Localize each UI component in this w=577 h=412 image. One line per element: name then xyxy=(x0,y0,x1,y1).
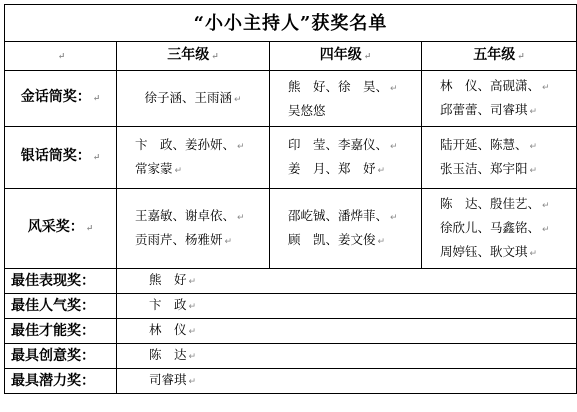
silver-grade-3-line-1 xyxy=(135,134,269,158)
paragraph-mark-icon: ↵ xyxy=(377,165,386,176)
paragraph-mark-icon: ↵ xyxy=(188,277,197,287)
single-award-label-text: 最佳才能奖： xyxy=(11,322,95,339)
single-award-label xyxy=(5,344,117,369)
name-text: 常家蒙 xyxy=(135,160,173,176)
style-award-text: 风采奖： xyxy=(27,219,84,235)
paragraph-mark-icon: ↵ xyxy=(377,236,386,247)
single-award-winner xyxy=(117,369,577,394)
name-text: 周婷钰、耿文琪 xyxy=(440,243,528,259)
header-grade-5-label: 五年级 xyxy=(473,46,516,63)
header-grade-3-label: 三年级 xyxy=(167,46,210,63)
paragraph-mark-icon: ↵ xyxy=(92,94,101,104)
style-grade-4-line-2 xyxy=(288,229,421,253)
paragraph-mark-icon: ↵ xyxy=(188,327,197,337)
silver-award-text: 银话筒奖： xyxy=(20,148,91,164)
gold-grade-5 xyxy=(422,71,577,127)
gold-grade-4-line-2 xyxy=(288,100,421,121)
header-grade-4 xyxy=(270,42,422,71)
paragraph-mark-icon: ↵ xyxy=(188,302,197,312)
single-award-label-text: 最佳人气奖： xyxy=(11,297,95,314)
paragraph-mark-icon: ↵ xyxy=(237,141,245,152)
silver-row xyxy=(5,127,577,189)
gold-row xyxy=(5,71,577,127)
name-text: 陆开延、陈慧、 xyxy=(440,136,528,152)
single-award-label xyxy=(5,269,117,294)
name-text: 吴悠悠 xyxy=(288,103,326,118)
paragraph-mark-icon: ↵ xyxy=(92,153,101,163)
single-award-row xyxy=(5,319,577,344)
single-award-label-text: 最具创意奖： xyxy=(11,347,95,364)
paragraph-mark-icon: ↵ xyxy=(529,141,538,152)
silver-grade-5-line-1 xyxy=(440,134,576,158)
style-grade-3 xyxy=(117,189,270,269)
header-corner xyxy=(5,42,117,71)
single-award-winner xyxy=(117,269,577,294)
header-grade-5 xyxy=(422,42,577,71)
award-table xyxy=(4,4,577,394)
single-award-winner-text: 司睿琪 xyxy=(149,372,187,387)
single-award-winner-text: 卞 政 xyxy=(149,297,187,312)
paragraph-mark-icon: ↵ xyxy=(529,248,538,259)
gold-award-label xyxy=(5,71,117,127)
single-award-row xyxy=(5,269,577,294)
style-grade-4 xyxy=(270,189,422,269)
name-text: 林 仪、高砚潇、 xyxy=(440,77,541,93)
silver-grade-5 xyxy=(422,127,577,189)
name-text: 卞 政、姜孙妍、 xyxy=(135,136,236,152)
name-text: 邵屹铖、潘烨菲、 xyxy=(288,207,389,223)
single-award-winner xyxy=(117,344,577,369)
gold-grade-3 xyxy=(117,71,270,127)
silver-grade-3-line-2 xyxy=(135,158,269,182)
single-award-winner xyxy=(117,319,577,344)
paragraph-mark-icon: ↵ xyxy=(188,377,197,387)
single-award-label-text: 最佳表现奖： xyxy=(11,272,95,289)
style-grade-5-line-2 xyxy=(440,217,576,241)
paragraph-mark-icon: ↵ xyxy=(390,212,398,223)
name-text: 徐子涵、王雨涵 xyxy=(144,89,232,105)
style-grade-5-line-3 xyxy=(440,241,576,265)
paragraph-mark-icon: ↵ xyxy=(363,51,372,62)
name-text: 顾 凯、姜文俊 xyxy=(288,231,376,247)
style-grade-4-line-1 xyxy=(288,205,421,229)
silver-grade-4 xyxy=(270,127,422,189)
single-award-winner-text: 熊 好 xyxy=(149,272,187,287)
paragraph-mark-icon: ↵ xyxy=(542,200,550,211)
paragraph-mark-icon: ↵ xyxy=(390,141,398,152)
single-award-row xyxy=(5,344,577,369)
style-grade-3-line-2 xyxy=(135,229,269,253)
name-text: 徐欣儿、马鑫铭、 xyxy=(440,219,541,235)
paragraph-mark-icon: ↵ xyxy=(529,165,538,176)
single-award-label xyxy=(5,369,117,394)
gold-grade-5-line-2 xyxy=(440,99,576,123)
paragraph-mark-icon: ↵ xyxy=(188,352,197,362)
paragraph-mark-icon: ↵ xyxy=(390,84,398,94)
document-title xyxy=(5,5,577,42)
name-text: 熊 好、徐 昊、 xyxy=(288,79,389,94)
paragraph-mark-icon: ↵ xyxy=(529,106,538,117)
name-text: 邱蕾蕾、司睿琪 xyxy=(440,101,528,117)
silver-grade-5-line-2 xyxy=(440,158,576,182)
paragraph-mark-icon: ↵ xyxy=(85,224,94,234)
silver-award-label xyxy=(5,127,117,189)
style-grade-5 xyxy=(422,189,577,269)
header-grade-3 xyxy=(117,42,270,71)
gold-grade-3-line-1 xyxy=(117,87,269,111)
name-text: 陈 达、殷佳艺、 xyxy=(440,195,541,211)
single-award-label xyxy=(5,294,117,319)
paragraph-mark-icon: ↵ xyxy=(224,236,233,247)
header-row xyxy=(5,42,577,71)
single-award-row xyxy=(5,369,577,394)
single-award-winner xyxy=(117,294,577,319)
paragraph-mark-icon: ↵ xyxy=(57,51,66,62)
paragraph-mark-icon: ↵ xyxy=(517,51,525,62)
name-text: 王嘉敏、谢卓依、 xyxy=(135,207,236,223)
single-award-winner-text: 林 仪 xyxy=(149,322,187,337)
silver-grade-4-line-2 xyxy=(288,158,421,182)
style-grade-5-line-1 xyxy=(440,193,576,217)
paragraph-mark-icon: ↵ xyxy=(542,224,550,235)
silver-grade-3 xyxy=(117,127,270,189)
single-award-label xyxy=(5,319,117,344)
paragraph-mark-icon: ↵ xyxy=(237,212,245,223)
name-text: 张玉洁、郑宇阳 xyxy=(440,160,528,176)
paragraph-mark-icon: ↵ xyxy=(211,51,219,62)
single-award-winner-text: 陈 达 xyxy=(149,347,187,362)
paragraph-mark-icon: ↵ xyxy=(174,165,183,176)
paragraph-mark-icon: ↵ xyxy=(233,94,242,105)
gold-award-text: 金话筒奖： xyxy=(20,89,91,105)
style-grade-3-line-1 xyxy=(135,205,269,229)
silver-grade-4-line-1 xyxy=(288,134,421,158)
name-text: 姜 月、郑 妤 xyxy=(288,160,376,176)
single-award-row xyxy=(5,294,577,319)
name-text: 印 莹、李嘉仪、 xyxy=(288,136,389,152)
title-row xyxy=(5,5,577,42)
single-award-label-text: 最具潜力奖： xyxy=(11,372,95,389)
name-text: 贡雨芹、杨雅妍 xyxy=(135,231,223,247)
gold-grade-4-line-1 xyxy=(288,76,421,100)
paragraph-mark-icon: ↵ xyxy=(542,82,550,93)
title-text: “小小主持人”获奖名单 xyxy=(193,12,388,34)
style-award-label xyxy=(5,189,117,269)
gold-grade-5-line-1 xyxy=(440,75,576,99)
gold-grade-4 xyxy=(270,71,422,127)
award-document xyxy=(4,4,576,410)
style-row xyxy=(5,189,577,269)
header-grade-4-label: 四年级 xyxy=(319,46,362,63)
